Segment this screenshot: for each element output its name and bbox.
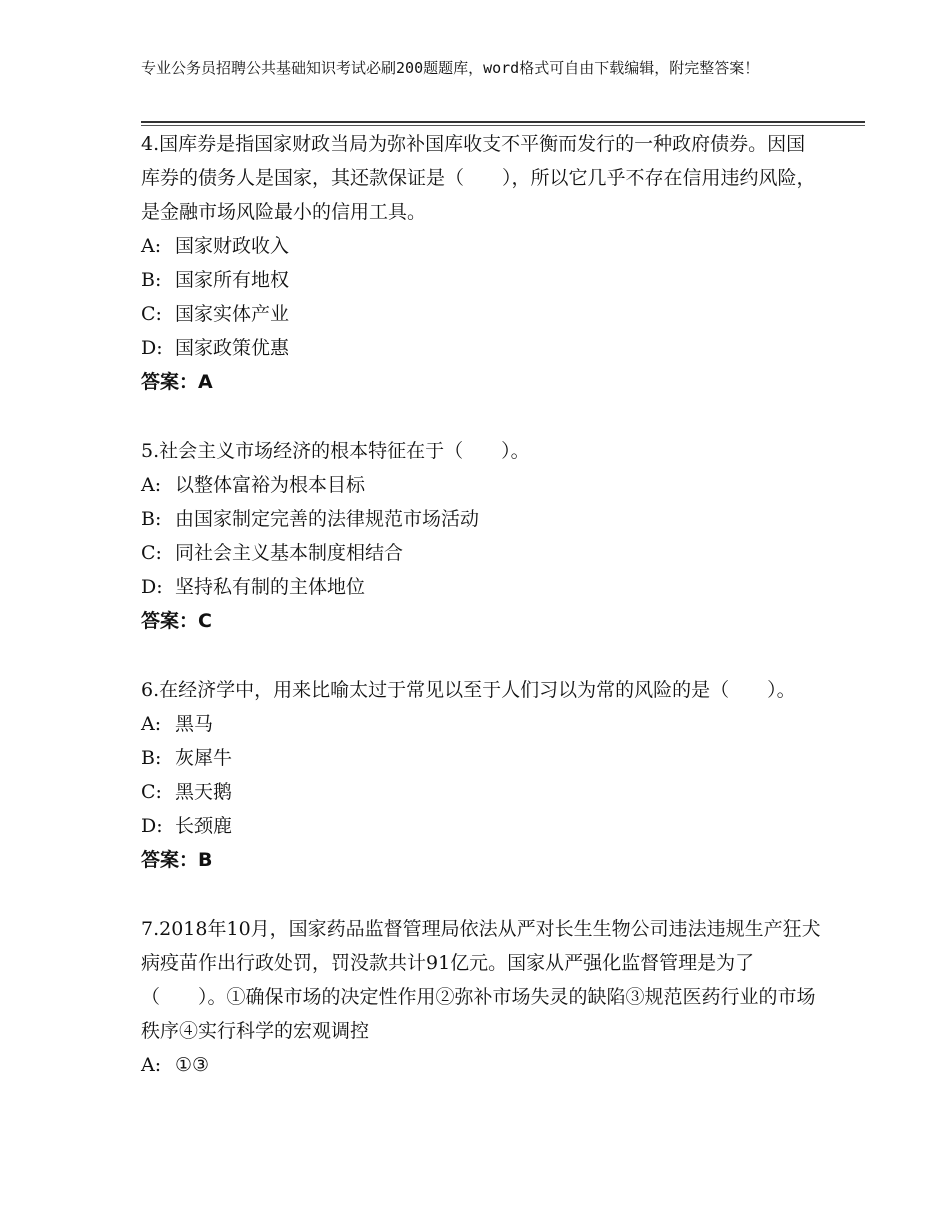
option-a xyxy=(141,1048,821,1082)
option-key: C: xyxy=(141,781,162,803)
question-stem: 4.国库券是指国家财政当局为弥补国库收支不平衡而发行的一种政府债券。因国库券的债务人是国家，其还款保证是（ ），所以它几乎不存在信用违约风险，是金融市场风险最小的信用工具。 xyxy=(141,133,816,223)
option-a xyxy=(141,468,821,502)
option-key: D: xyxy=(141,337,163,359)
option-b xyxy=(141,263,821,297)
option-key: D: xyxy=(141,815,163,837)
page-header: 专业公务员招聘公共基础知识考试必刷200题题库，word格式可自由下载编辑，附完整答案！ xyxy=(141,59,760,77)
option-key: A: xyxy=(141,235,162,257)
option-key: D: xyxy=(141,576,163,598)
spacer xyxy=(141,877,821,911)
option-key: C: xyxy=(141,303,162,325)
option-text: 以整体富裕为根本目标 xyxy=(175,474,366,496)
option-a xyxy=(141,707,821,741)
option-c xyxy=(141,297,821,331)
option-c xyxy=(141,775,821,809)
answer-label: 答案：A xyxy=(141,371,213,393)
option-text: 坚持私有制的主体地位 xyxy=(175,576,366,598)
option-text: 长颈鹿 xyxy=(175,815,233,837)
option-c xyxy=(141,536,821,570)
option-key: A: xyxy=(141,1054,162,1076)
option-text: 灰犀牛 xyxy=(175,747,233,769)
question-6 xyxy=(141,672,821,877)
option-text: 国家财政收入 xyxy=(175,235,290,257)
question-stem: 7.2018年10月，国家药品监督管理局依法从严对长生生物公司违法违规生产狂犬病疫苗作出行政处罚，罚没款共计91亿元。国家从严强化监督管理是为了（ ）。①确保市场的决定性作用②弥补市场失灵的缺陷③规范医药行业的市场秩序④实行科学的宏观调控 xyxy=(141,918,821,1042)
option-key: A: xyxy=(141,474,162,496)
question-list xyxy=(141,126,821,1082)
answer-label: 答案：C xyxy=(141,610,212,632)
option-b xyxy=(141,741,821,775)
question-stem: 6.在经济学中，用来比喻太过于常见以至于人们习以为常的风险的是（ ）。 xyxy=(141,679,796,701)
option-key: B: xyxy=(141,269,162,291)
spacer xyxy=(141,399,821,433)
option-b xyxy=(141,502,821,536)
option-text: 黑马 xyxy=(175,713,214,735)
option-key: B: xyxy=(141,747,162,769)
option-text: 国家所有地权 xyxy=(175,269,290,291)
option-text: ①③ xyxy=(175,1054,210,1076)
option-text: 国家实体产业 xyxy=(175,303,290,325)
option-key: A: xyxy=(141,713,162,735)
option-key: C: xyxy=(141,542,162,564)
question-5 xyxy=(141,433,821,638)
option-text: 黑天鹅 xyxy=(175,781,233,803)
option-text: 同社会主义基本制度相结合 xyxy=(175,542,404,564)
option-key: B: xyxy=(141,508,162,530)
option-d xyxy=(141,570,821,604)
option-a xyxy=(141,229,821,263)
question-4 xyxy=(141,126,821,399)
option-text: 由国家制定完善的法律规范市场活动 xyxy=(175,508,480,530)
option-text: 国家政策优惠 xyxy=(175,337,290,359)
question-stem: 5.社会主义市场经济的根本特征在于（ ）。 xyxy=(141,440,530,462)
option-d xyxy=(141,809,821,843)
answer-label: 答案：B xyxy=(141,849,213,871)
header-divider-thick xyxy=(141,121,865,123)
spacer xyxy=(141,638,821,672)
question-7 xyxy=(141,911,821,1082)
option-d xyxy=(141,331,821,365)
